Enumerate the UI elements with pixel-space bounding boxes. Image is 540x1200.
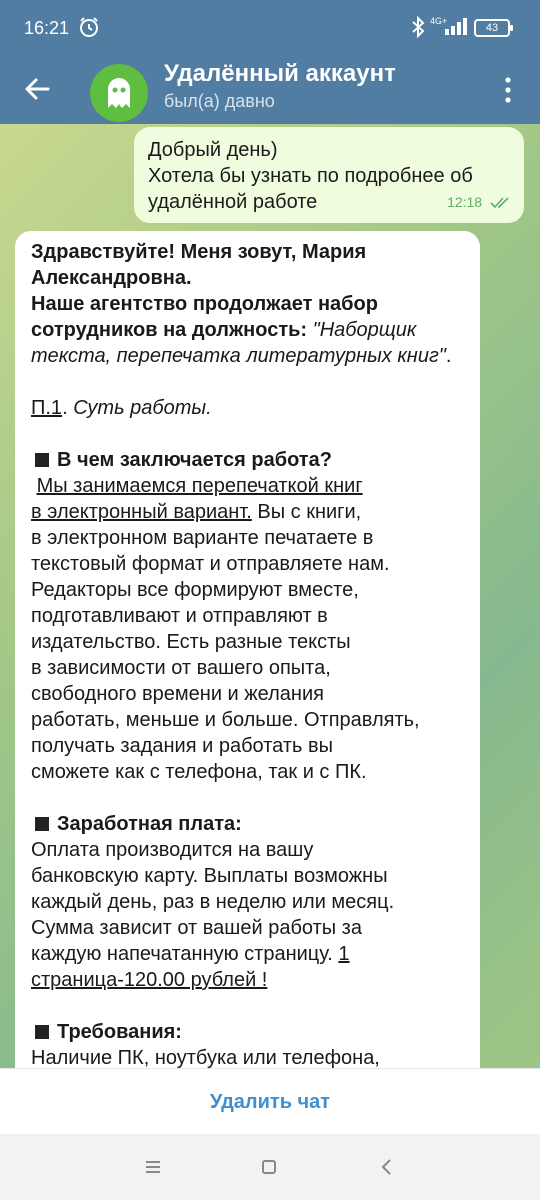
work-line: издательство. Есть разные тексты [31,631,351,653]
message-time: 12:18 [447,194,483,210]
message-line: Хотела бы узнать по подробнее об [148,165,473,187]
salary-line: каждую напечатанную страницу. [31,943,339,965]
section-title: Суть работы. [73,397,212,419]
work-line: работать, меньше и больше. Отправлять, [31,709,420,731]
network-type: 4G+ [430,16,448,26]
salary-line: Оплата производится на вашу [31,839,314,861]
agency-line: Наше агентство продолжает набор [31,293,378,315]
work-line: сможете как с телефона, так и с ПК. [31,761,367,783]
system-nav-bar [0,1134,540,1200]
avatar[interactable] [90,64,148,122]
work-line: Вы с книги, [251,501,362,523]
salary-heading: Заработная плата: [57,813,242,835]
work-line: текстовый формат и отправляете нам. [31,553,390,575]
greeting-line: Александровна. [31,267,192,289]
back-arrow-icon[interactable] [22,74,52,104]
work-line: Редакторы все формируют вместе, [31,579,359,601]
position-name: текста, перепечатка литературных книг" [31,345,446,367]
more-options-icon[interactable] [496,70,520,110]
work-line: в зависимости от вашего опыта, [31,657,331,679]
bullet-square-icon [35,1025,49,1039]
ghost-icon [90,64,148,122]
back-nav-icon[interactable] [376,1156,398,1178]
work-line: в электронном варианте печатаете в [31,527,374,549]
work-line: подготавливают и отправляют в [31,605,328,627]
bullet-square-icon [35,817,49,831]
salary-line: каждый день, раз в неделю или месяц. [31,891,395,913]
chat-title[interactable]: Удалённый аккаунт [164,60,396,87]
alarm-icon [78,16,100,38]
bullet-square-icon [35,453,49,467]
message-line: Добрый день) [148,139,278,161]
status-time: 16:21 [24,18,70,38]
salary-line: банковскую карту. Выплаты возможны [31,865,388,887]
delete-chat-label: Удалить чат [209,1091,331,1113]
delete-chat-button[interactable] [0,1068,540,1135]
position-end: . [445,345,452,367]
outgoing-message[interactable] [134,127,524,223]
section-dot: . [62,397,74,419]
greeting-line: Здравствуйте! Меня зовут, Мария [31,241,367,263]
bluetooth-icon [410,15,426,39]
work-heading: В чем заключается работа? [57,449,332,471]
work-line: свободного времени и желания [31,683,324,705]
position-name: "Наборщик [312,319,417,341]
message-meta [447,189,510,215]
recent-apps-icon[interactable] [142,1156,164,1178]
work-highlight: в электронный вариант. [31,501,252,523]
work-highlight: Мы занимаемся перепечаткой книг [36,475,363,497]
agency-line: сотрудников на должность: [31,319,313,341]
section-label: П.1 [31,397,63,419]
status-bar [0,0,540,58]
battery-icon: 43 [474,19,510,37]
message-line: удалённой работе [148,191,318,213]
last-seen-status: был(а) давно [164,91,275,111]
work-line: получать задания и работать вы [31,735,333,757]
signal-icon [445,17,471,35]
incoming-message[interactable] [15,231,480,1068]
home-icon[interactable] [258,1156,280,1178]
chat-header [0,58,540,124]
salary-price: 1 [338,943,350,965]
double-check-icon [490,197,510,209]
requirements-line: Наличие ПК, ноутбука или телефона, [31,1047,380,1068]
chat-area[interactable] [0,124,540,1068]
salary-line: Сумма зависит от вашей работы за [31,917,362,939]
requirements-heading: Требования: [57,1021,182,1043]
salary-price: страница-120.00 рублей ! [31,969,268,991]
